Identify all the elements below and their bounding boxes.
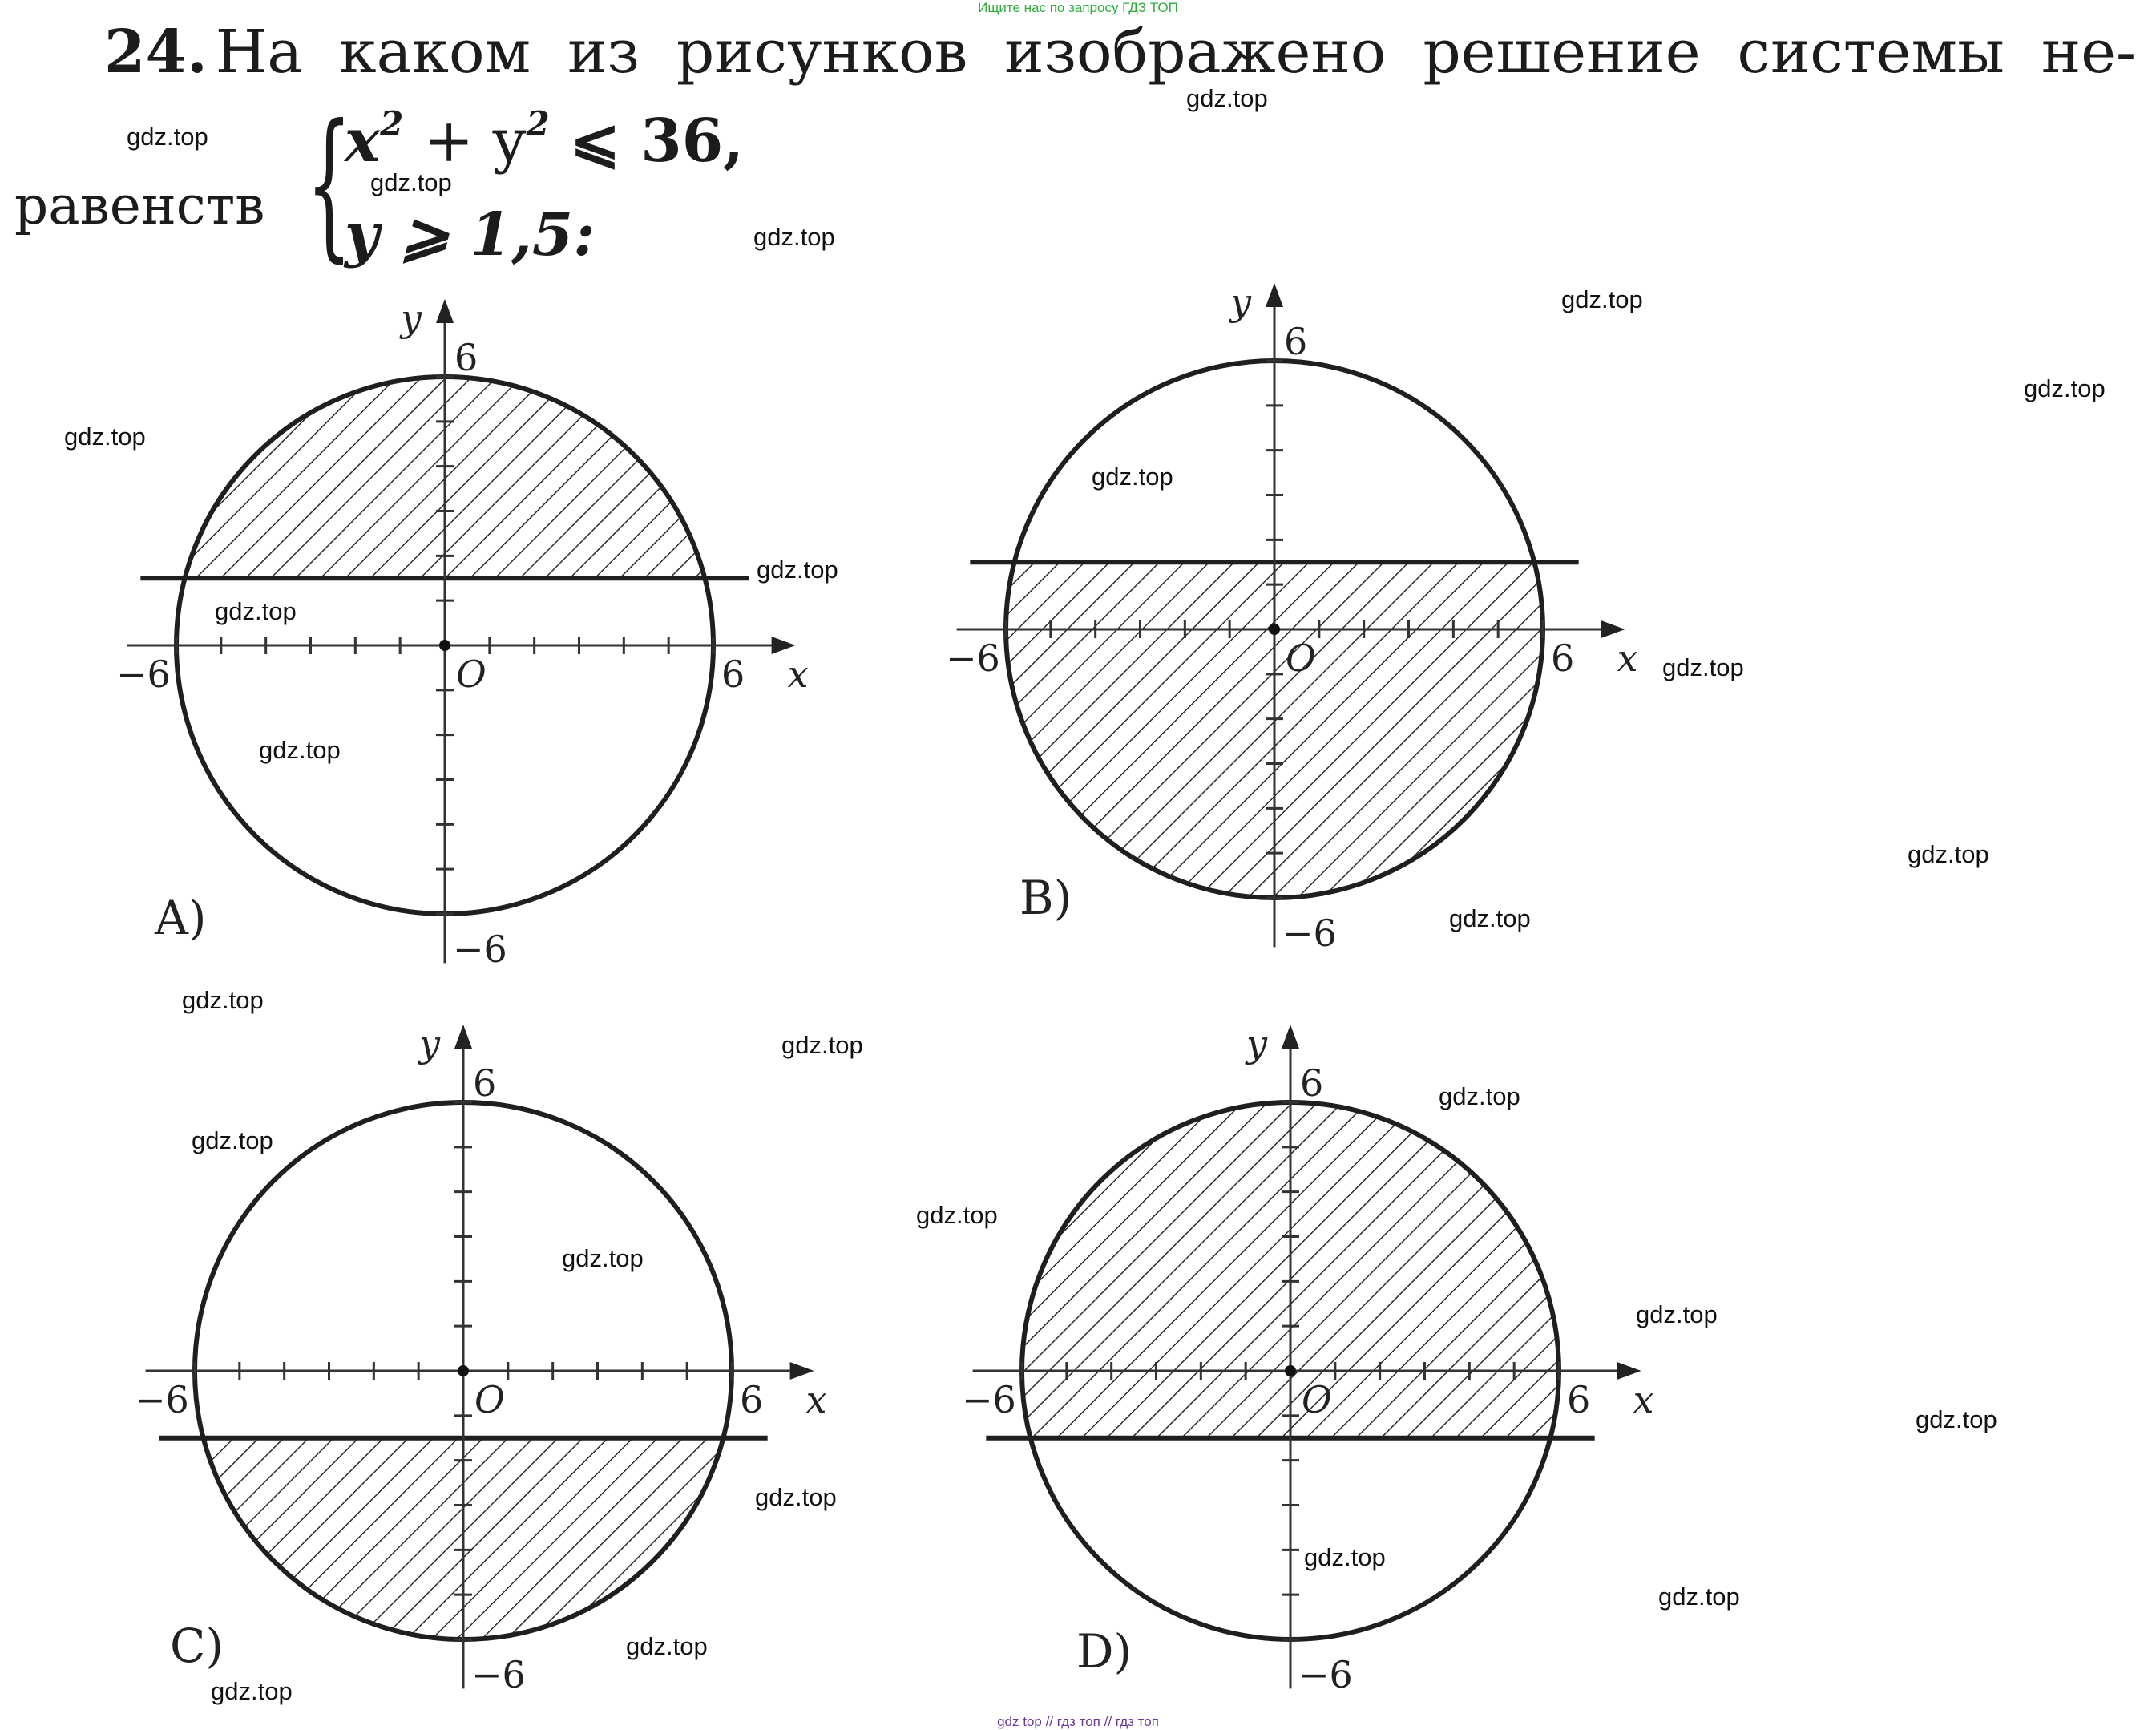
watermark: gdz.top	[1561, 285, 1643, 313]
x-tick-label-neg6: −6	[946, 637, 1000, 680]
origin-dot	[458, 1365, 469, 1376]
watermark: gdz.top	[781, 1031, 863, 1059]
x-axis-label: x	[787, 653, 809, 696]
origin-label: O	[1286, 637, 1316, 680]
word-6: решение	[1423, 18, 1701, 87]
top-banner[interactable]: Ищите нас по запросу ГДЗ ТОП	[978, 0, 1178, 15]
x-axis-arrow	[790, 1362, 814, 1380]
y-tick-label-neg6: −6	[453, 928, 507, 971]
x-axis-arrow	[1617, 1362, 1641, 1380]
x-tick-label-6: 6	[740, 1378, 764, 1421]
watermark: gdz.top	[755, 1483, 837, 1511]
watermark: gdz.top	[753, 223, 835, 251]
watermark: gdz.top	[370, 168, 452, 196]
figure-label: C)	[170, 1619, 224, 1673]
watermark: gdz.top	[2024, 374, 2106, 402]
x-axis-arrow	[772, 637, 796, 654]
y-tick-label-neg6: −6	[471, 1653, 526, 1696]
y-axis-arrow	[1282, 1025, 1299, 1049]
watermark: gdz.top	[757, 556, 838, 584]
watermark: gdz.top	[215, 597, 297, 625]
origin-dot	[1269, 624, 1280, 635]
ineq1-rhs: ⩽ 36,	[570, 107, 744, 176]
word-2: каком	[339, 18, 531, 87]
ineq1-plus-y: + y	[424, 107, 527, 176]
y-axis-label: y	[419, 1022, 440, 1065]
watermark: gdz.top	[64, 422, 146, 451]
watermark: gdz.top	[1449, 904, 1531, 932]
watermark: gdz.top	[1636, 1300, 1718, 1328]
y-axis-arrow	[1266, 283, 1283, 307]
word-4: рисунков	[676, 18, 968, 87]
figure-label: B)	[1019, 871, 1072, 925]
y-axis-label: y	[401, 297, 422, 340]
y-tick-label-6: 6	[473, 1061, 497, 1105]
word-8: не-	[2041, 18, 2137, 87]
watermark: gdz.top	[1304, 1543, 1386, 1571]
word-1: На	[215, 18, 303, 87]
watermark: gdz.top	[1908, 840, 1989, 868]
watermark: gdz.top	[192, 1126, 273, 1154]
watermark: gdz.top	[916, 1201, 998, 1229]
y-tick-label-6: 6	[454, 336, 478, 379]
watermark: gdz.top	[1092, 463, 1173, 491]
ineq1-exp-y: 2	[526, 104, 550, 143]
x-axis-label: x	[805, 1378, 827, 1421]
word-7: системы	[1737, 18, 2005, 87]
watermark: gdz.top	[182, 986, 264, 1014]
origin-label: O	[1302, 1378, 1332, 1421]
watermark: gdz.top	[1916, 1405, 1997, 1433]
bottom-banner[interactable]: gdz top // гдз топ // гдз топ	[997, 1714, 1159, 1729]
y-tick-label-neg6: −6	[1298, 1653, 1353, 1696]
watermark: gdz.top	[626, 1632, 708, 1660]
origin-label: O	[474, 1378, 505, 1421]
y-tick-label-neg6: −6	[1282, 911, 1337, 955]
ineq1-x: x	[345, 107, 381, 176]
origin-dot	[439, 640, 450, 651]
problem-continuation: равенств	[14, 175, 265, 236]
x-axis-label: x	[1633, 1378, 1654, 1421]
y-axis-arrow	[436, 299, 454, 323]
watermark: gdz.top	[1658, 1582, 1740, 1611]
figure-label: A)	[155, 891, 207, 945]
figure-label: D)	[1076, 1624, 1133, 1679]
y-axis-label: y	[1246, 1022, 1267, 1065]
word-5: изображено	[1004, 18, 1387, 87]
watermark: gdz.top	[211, 1677, 293, 1705]
y-tick-label-6: 6	[1300, 1061, 1324, 1105]
system-brace: {	[306, 91, 353, 277]
x-axis-label: x	[1617, 637, 1638, 680]
x-tick-label-6: 6	[1567, 1378, 1591, 1421]
word-3: из	[567, 18, 640, 87]
ineq1-exp-x: 2	[380, 104, 404, 143]
x-tick-label-neg6: −6	[116, 653, 171, 696]
y-axis-label: y	[1230, 281, 1251, 324]
watermark: gdz.top	[259, 736, 341, 764]
watermark: gdz.top	[562, 1244, 644, 1272]
watermark: gdz.top	[1662, 653, 1744, 681]
x-axis-arrow	[1601, 620, 1625, 638]
watermark: gdz.top	[1186, 84, 1268, 112]
inequality-2: y ⩾ 1,5:	[345, 200, 596, 269]
y-tick-label-6: 6	[1284, 320, 1308, 363]
watermark: gdz.top	[127, 123, 208, 151]
origin-label: O	[456, 653, 487, 696]
watermark: gdz.top	[1439, 1082, 1520, 1110]
problem-number: 24.	[104, 18, 208, 87]
x-tick-label-6: 6	[1551, 637, 1575, 680]
origin-dot	[1285, 1365, 1296, 1376]
x-tick-label-neg6: −6	[135, 1378, 189, 1421]
y-axis-arrow	[454, 1025, 472, 1049]
x-tick-label-6: 6	[721, 653, 745, 696]
x-tick-label-neg6: −6	[962, 1378, 1016, 1421]
